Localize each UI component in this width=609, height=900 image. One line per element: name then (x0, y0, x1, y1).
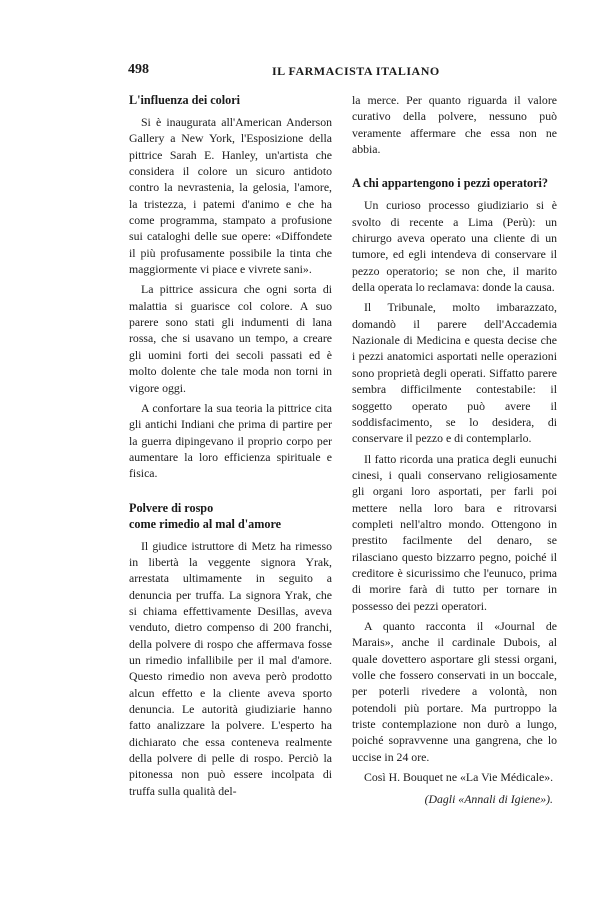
paragraph: Si è inaugurata all'American Anderson Gallery a New York, l'Esposizione della pittrice Sarah E. Hanley, un'artista che considera il colore un sicuro antidoto contro la nevrastenia, la gelosia, l'amore, la tristezza, i patemi d'animo e che ha come programma, stampato a profusione sui cataloghi delle sue opere: «Diffondete il più profusamente possibile la tinta che maggiormente vi piace e vivrete sani». (129, 115, 332, 277)
paragraph: Il giudice istruttore di Metz ha rimesso in libertà la veggente signora Yrak, arrestata ultimamente in seguito a denuncia per truffa. La signora Yrak, che si chiama effettivamente Desillas, aveva venduto, dietro compenso di 200 franchi, della polvere di rospo che affermava fosse un rimedio infallibile per il mal d'amore. Questo rimedio non aveva però prodotto alcun effetto e la cliente aveva sporto denuncia. Le autorità giudiziarie hanno fatto analizzare la polvere. L'esperto ha dichiarato che essa conteneva realmente della polvere di pelle di rospo. Perciò la pitonessa non può essere incolpata di truffa sulla qualità del- (129, 538, 332, 798)
paragraph: Un curioso processo giudiziario si è svolto di recente a Lima (Perù): un chirurgo aveva operato una cliente di un tumore, ed egli intendeva di conservare il pezzo operatorio; se non che, il marito della operata lo reclamava: donde la causa. (352, 198, 557, 295)
right-column (352, 92, 557, 808)
paragraph: Così H. Bouquet ne «La Vie Médicale». (364, 770, 554, 785)
paragraph: Il fatto ricorda una pratica degli eunuchi cinesi, i quali conservano religiosamente gli organi loro asportati, per farli poi mettere nella loro bara e ritrovarsi completi nell'altro mondo. Ottengono in prestito facilmente del denaro, se rilasciano questo bizzarro pegno, poiché il creditore è sicurissimo che l'eunuco, prima di morire farà di tutto per tornare in possesso dei pezzi operatori. (352, 451, 557, 613)
left-column (129, 92, 332, 803)
paragraph: A quanto racconta il «Journal de Marais», anche il cardinale Dubois, al quale dovettero asportare gli stessi organi, volle che fossero conservati in un boccale, per poterli rivedere a volontà, non potendoli più portare. Ma purtroppo la triste contemplazione non durò a lungo, poiché sopravvenne una gangrena, che lo uccise in 24 ore. (352, 618, 557, 764)
article-title-pezzi: A chi appartengono i pezzi operatori? (352, 176, 548, 191)
paragraph: La pittrice assicura che ogni sorta di malattia si guarisce col colore. A suo parere sono stati gli indumenti di lana rossa, che si usavano un tempo, a creare gli uomini forti dei secoli passati ed è molto dolente che tale moda non torni in vigore oggi. (129, 282, 332, 395)
paragraph-continued: la merce. Per quanto riguarda il valore curativo della polvere, nessuno può veramente affermare che essa non ne abbia. (352, 93, 557, 157)
page-number: 498 (128, 62, 149, 77)
paragraph: Il Tribunale, molto imbarazzato, domandò il parere dell'Accademia Nazionale di Medicina e questa decise che i pezzi anatomici asportati nelle operazioni sono proprietà degli operati. Siffatto parere sembra difficilmente contestabile: il soggetto operato può avere il soddisfacimento, se lo desidera, di conservare il pezzo e di contemplarlo. (352, 300, 557, 446)
paragraph: A confortare la sua teoria la pittrice cita gli antichi Indiani che prima di partire per la guerra dipingevano il proprio corpo per aumentare la loro efficienza spirituale e fisica. (129, 400, 332, 481)
title-line: Polvere di rospo (129, 500, 214, 515)
running-title: IL FARMACISTA ITALIANO (272, 64, 440, 78)
source-citation: (Dagli «Annali di Igiene»). (424, 792, 553, 807)
article-title-colori: L'influenza dei colori (129, 93, 241, 107)
article-title-rospo (129, 500, 332, 532)
title-line: come rimedio al mal d'amore (129, 516, 282, 531)
